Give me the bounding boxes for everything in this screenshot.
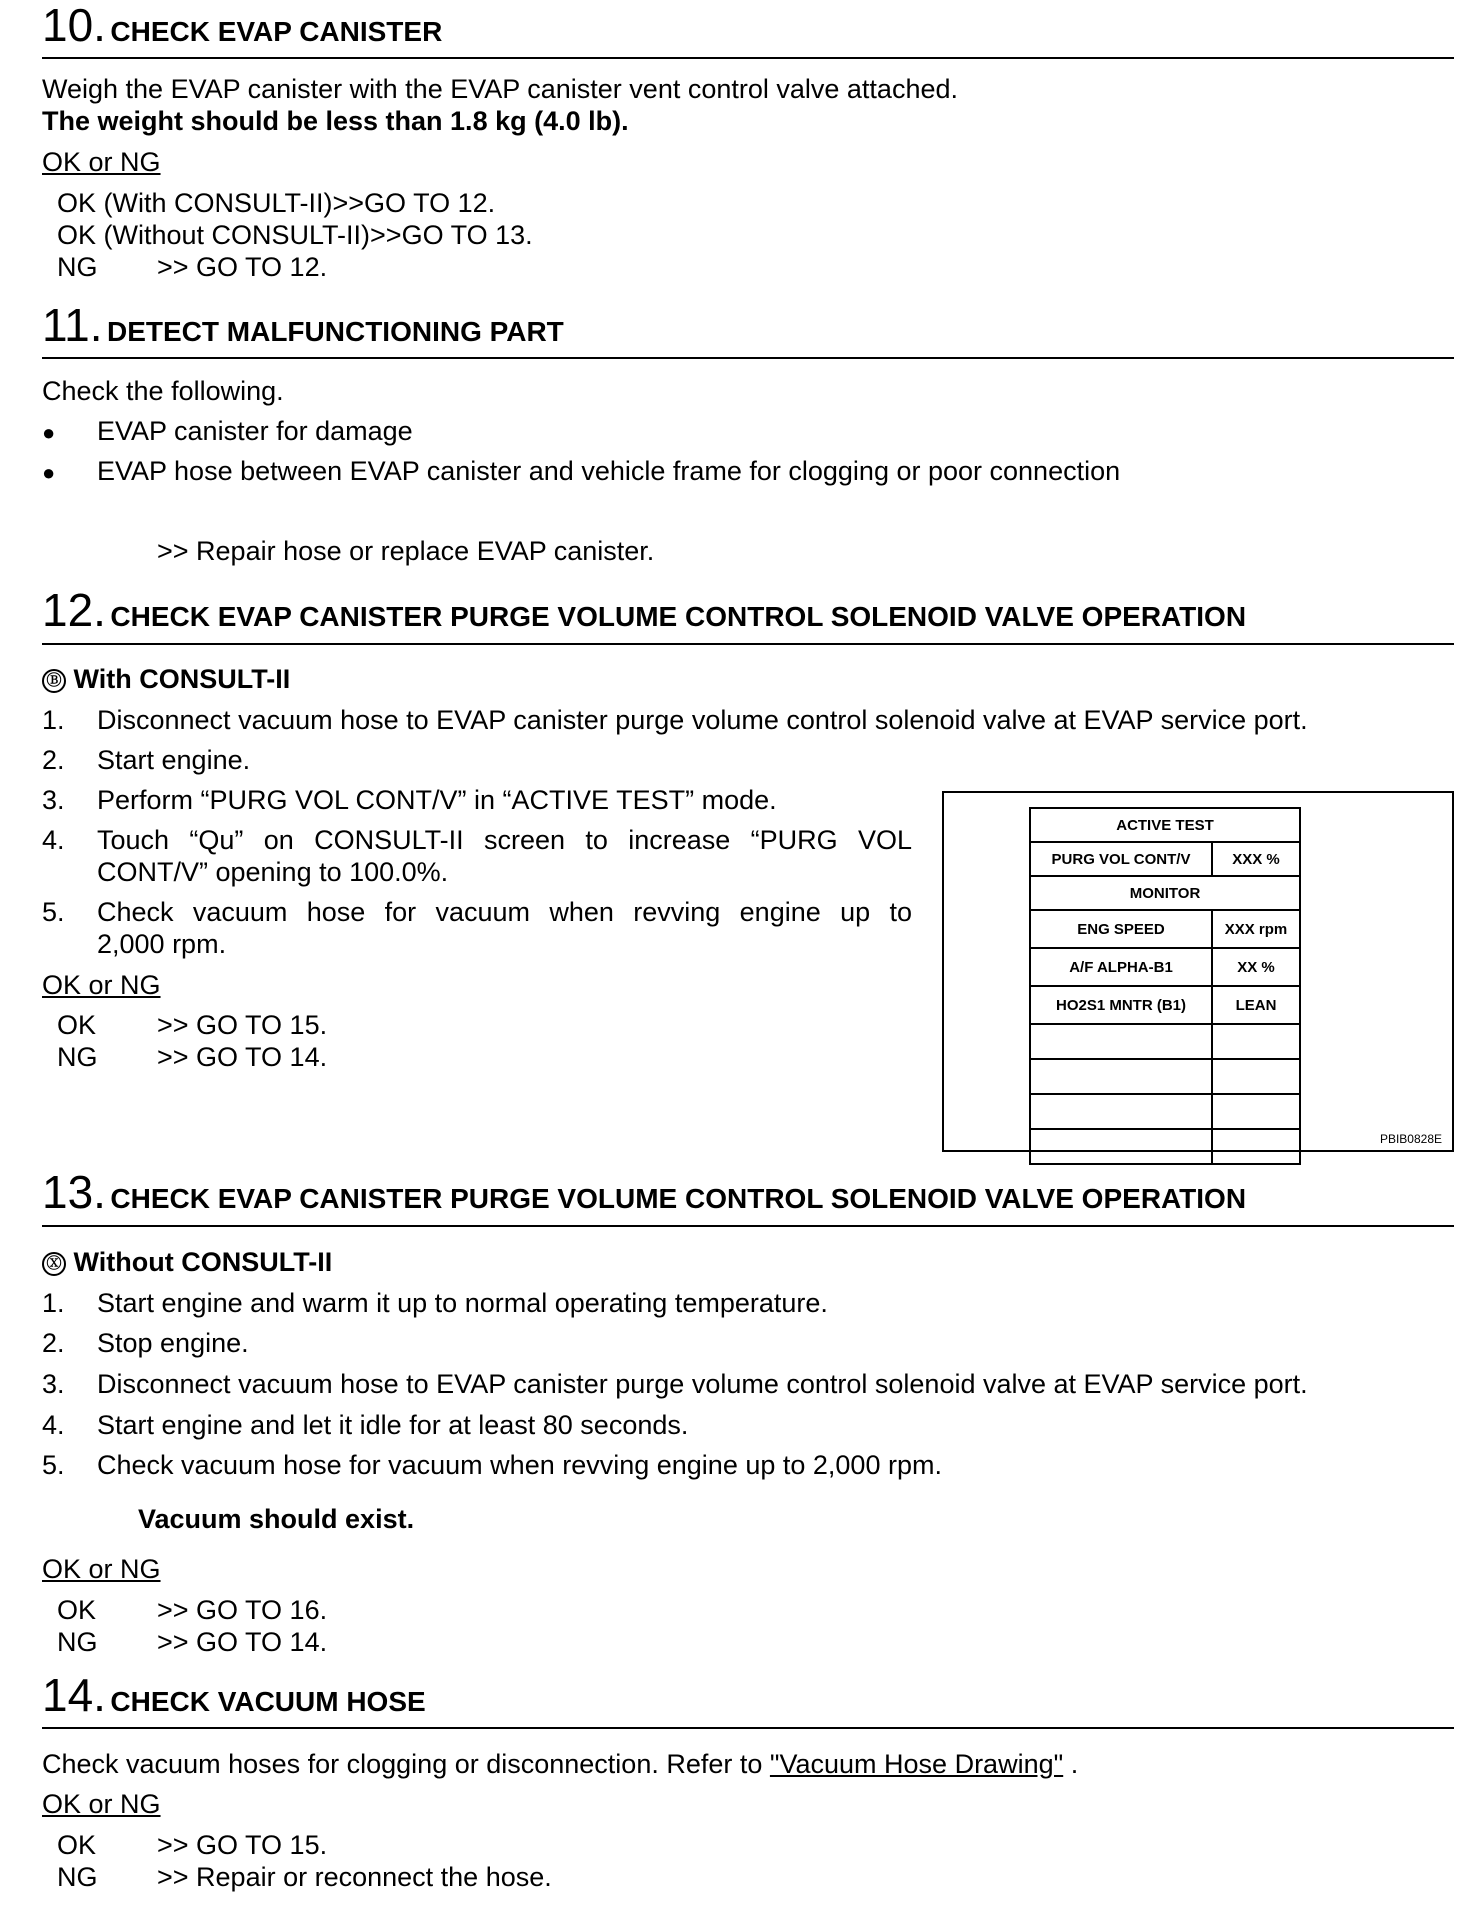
step-text: Disconnect vacuum hose to EVAP canister purge volume control solenoid valve at EVAP service port. — [97, 1369, 1308, 1399]
step-text: 2,000 rpm. — [97, 929, 227, 959]
step-number: 2. — [42, 745, 65, 775]
ok-or-ng-label: OK or NG — [42, 147, 161, 177]
result-ok-with-consult: OK (With CONSULT-II)>>GO TO 12. — [57, 188, 496, 218]
step-text: Start engine. — [97, 745, 251, 775]
step-number: 3. — [42, 785, 65, 815]
step-text: Check vacuum hose for vacuum when revving engine up to 2,000 rpm. — [97, 1450, 942, 1480]
result-ng-action: >> Repair or reconnect the hose. — [157, 1862, 552, 1892]
bullet-icon: ● — [42, 420, 56, 445]
ok-or-ng-label: OK or NG — [42, 1789, 161, 1819]
step-text: Start engine and warm it up to normal operating temperature. — [97, 1288, 828, 1318]
section-title: CHECK EVAP CANISTER PURGE VOLUME CONTROL SOLENOID VALVE OPERATION — [110, 601, 1247, 632]
section-number: 14. — [42, 1669, 106, 1721]
step-number: 5. — [42, 1450, 65, 1480]
table-cell — [1030, 1129, 1212, 1164]
step-number: 1. — [42, 1288, 65, 1318]
section-number: 11. — [42, 299, 103, 351]
step-number: 4. — [42, 825, 65, 855]
ok-or-ng-label: OK or NG — [42, 970, 161, 1000]
table-header: MONITOR — [1030, 876, 1300, 910]
result-ng-action: >> GO TO 12. — [157, 252, 328, 282]
vacuum-hose-drawing-link[interactable]: "Vacuum Hose Drawing" — [769, 1749, 1064, 1779]
table-cell: LEAN — [1212, 986, 1300, 1024]
section-number: 10. — [42, 0, 106, 51]
spec-text: The weight should be less than 1.8 kg (4.0 lb). — [42, 106, 629, 136]
table-header: ACTIVE TEST — [1030, 808, 1300, 842]
step-number: 5. — [42, 897, 65, 927]
result-ng-label: NG — [57, 1862, 98, 1892]
divider — [42, 57, 1454, 59]
step-text: Check vacuum hose for vacuum when revving engine up to — [97, 897, 912, 927]
consult-icon: Ⓑ — [42, 669, 66, 693]
divider — [42, 643, 1454, 645]
result-ng-label: NG — [57, 252, 98, 282]
table-cell: XXX % — [1212, 842, 1300, 876]
table-cell: A/F ALPHA-B1 — [1030, 948, 1212, 986]
step-text: Start engine and let it idle for at least 80 seconds. — [97, 1410, 689, 1440]
result-ok-label: OK — [57, 1595, 97, 1625]
section-title: DETECT MALFUNCTIONING PART — [107, 316, 564, 347]
step-number: 2. — [42, 1328, 65, 1358]
result-ok-action: >> GO TO 15. — [157, 1010, 328, 1040]
step-number: 4. — [42, 1410, 65, 1440]
subtitle-text: Without CONSULT-II — [73, 1247, 333, 1277]
result-ng-label: NG — [57, 1627, 98, 1657]
section-number: 13. — [42, 1166, 106, 1218]
divider — [42, 1225, 1454, 1227]
section-12-heading — [42, 585, 1246, 635]
result-ng-action: >> GO TO 14. — [157, 1042, 328, 1072]
table-cell — [1030, 1059, 1212, 1094]
table-cell: XX % — [1212, 948, 1300, 986]
no-consult-icon: Ⓧ — [42, 1252, 66, 1276]
result-ng-label: NG — [57, 1042, 98, 1072]
step-text: Perform “PURG VOL CONT/V” in “ACTIVE TEST” mode. — [97, 785, 777, 815]
table-cell — [1212, 1059, 1300, 1094]
section-number: 12. — [42, 584, 106, 636]
step-text: CONT/V” opening to 100.0%. — [97, 857, 449, 887]
list-item: EVAP canister for damage — [97, 416, 413, 446]
divider — [42, 357, 1454, 359]
section-title: CHECK VACUUM HOSE — [110, 1686, 426, 1717]
result-ok-action: >> GO TO 15. — [157, 1830, 328, 1860]
list-item: EVAP hose between EVAP canister and vehicle frame for clogging or poor connection — [97, 456, 1121, 486]
active-test-table — [1029, 807, 1301, 1165]
step-text: Stop engine. — [97, 1328, 249, 1358]
table-cell: ENG SPEED — [1030, 910, 1212, 948]
divider — [42, 1727, 1454, 1729]
result-ok-action: >> GO TO 16. — [157, 1595, 328, 1625]
section-14-heading — [42, 1670, 426, 1720]
step-text: Touch “Qu” on CONSULT-II screen to increase “PURG VOL — [97, 825, 912, 855]
step-number: 3. — [42, 1369, 65, 1399]
table-cell: HO2S1 MNTR (B1) — [1030, 986, 1212, 1024]
section-11-heading — [42, 300, 564, 350]
spec-text: Vacuum should exist. — [138, 1504, 415, 1534]
table-cell — [1212, 1129, 1300, 1164]
table-cell: XXX rpm — [1212, 910, 1300, 948]
table-cell — [1212, 1094, 1300, 1129]
section-title: CHECK EVAP CANISTER PURGE VOLUME CONTROL SOLENOID VALVE OPERATION — [110, 1183, 1247, 1214]
step-number: 1. — [42, 705, 65, 735]
instruction-text: Check the following. — [42, 376, 284, 406]
result-ok-label: OK — [57, 1830, 97, 1860]
step-text: Disconnect vacuum hose to EVAP canister purge volume control solenoid valve at EVAP service port. — [97, 705, 1308, 735]
instruction-text: Weigh the EVAP canister with the EVAP canister vent control valve attached. — [42, 74, 958, 104]
section-title: CHECK EVAP CANISTER — [110, 16, 443, 47]
consult-screen-figure — [942, 791, 1454, 1152]
figure-code: PBIB0828E — [1379, 1132, 1442, 1146]
ok-or-ng-label: OK or NG — [42, 1554, 161, 1584]
subtitle — [42, 1246, 332, 1278]
instruction-text — [42, 1748, 1078, 1780]
section-13-heading — [42, 1167, 1246, 1217]
table-cell — [1030, 1024, 1212, 1059]
result-ok-without-consult: OK (Without CONSULT-II)>>GO TO 13. — [57, 220, 533, 250]
instruction-body: Check vacuum hoses for clogging or disconnection. Refer to — [42, 1749, 763, 1779]
result-ng-action: >> GO TO 14. — [157, 1627, 328, 1657]
subtitle — [42, 663, 290, 695]
subtitle-text: With CONSULT-II — [73, 664, 291, 694]
bullet-icon: ● — [42, 460, 56, 485]
table-cell — [1212, 1024, 1300, 1059]
table-cell: PURG VOL CONT/V — [1030, 842, 1212, 876]
action-text: >> Repair hose or replace EVAP canister. — [157, 536, 655, 566]
instruction-end: . — [1070, 1749, 1079, 1779]
section-10-heading — [42, 0, 442, 50]
result-ok-label: OK — [57, 1010, 97, 1040]
table-cell — [1030, 1094, 1212, 1129]
